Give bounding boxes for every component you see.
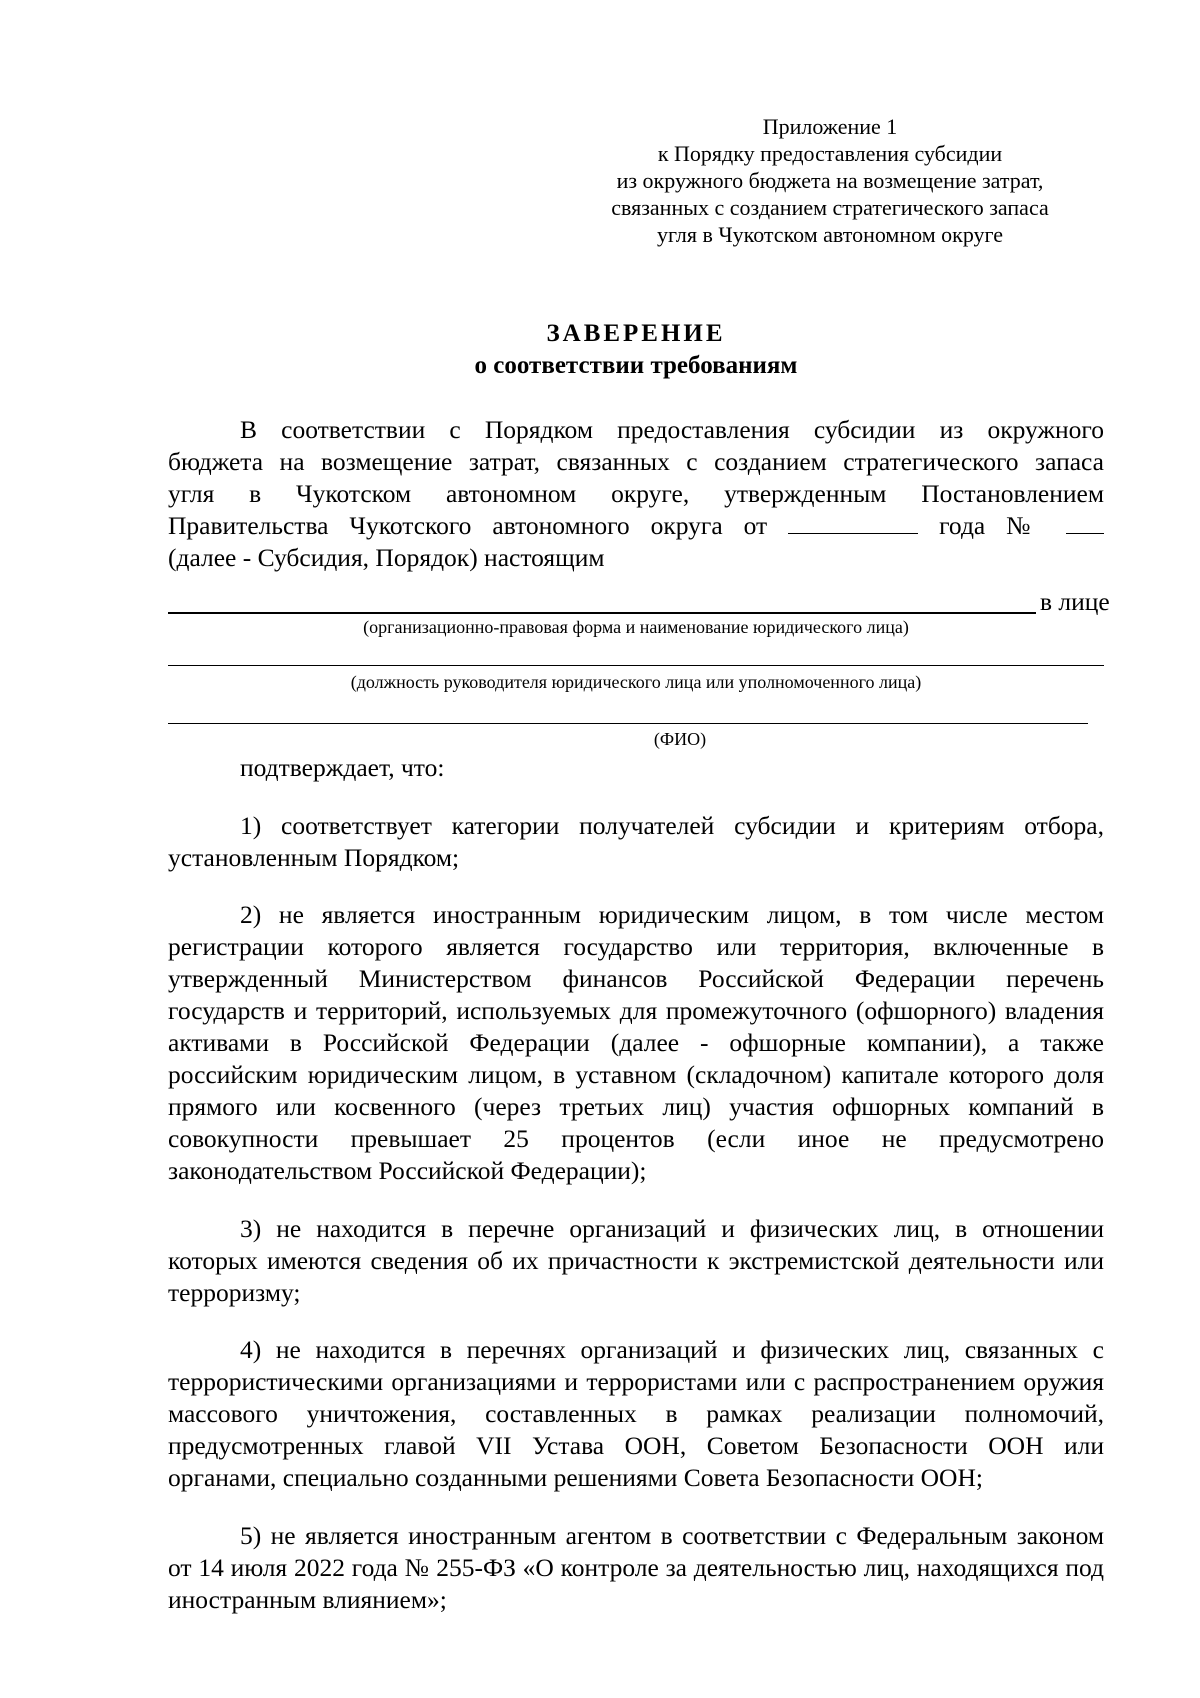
date-blank[interactable] (788, 513, 918, 534)
intro-line-3: угля в Чукотском автономном округе, утвержденным Постановлением (168, 479, 1104, 508)
point-5: 5) не является иностранным агентом в соответствии с Федеральным законом от 14 июля 2022 года № 255-ФЗ «О контроле за деятельностью лиц, находящихся под иностранным влиянием»; (168, 1520, 1104, 1614)
appendix-header (560, 113, 1100, 248)
position-field[interactable] (168, 665, 1104, 666)
in-person-label: в лице (1040, 587, 1110, 616)
position-caption: (должность руководителя юридического лица или уполномоченного лица) (350, 672, 922, 692)
document-title (168, 318, 1104, 382)
intro-line-4 (168, 510, 1104, 542)
fio-field[interactable] (168, 723, 1088, 724)
fio-caption: (ФИО) (653, 729, 707, 749)
intro-line-5: (далее - Субсидия, Порядок) настоящим (168, 543, 605, 572)
intro-paragraph (168, 414, 1104, 574)
appendix-line: к Порядку предоставления субсидии (657, 141, 1003, 166)
intro-line-2: бюджета на возмещение затрат, связанных с созданием стратегического запаса (168, 447, 1104, 476)
title-sub: о соответствии требованиям (474, 352, 798, 379)
appendix-line: Приложение 1 (762, 114, 898, 139)
confirms-label: подтверждает, что: (240, 753, 445, 782)
point-1: 1) соответствует категории получателей субсидии и критериям отбора, установленным Порядком; (168, 810, 1104, 872)
intro-line-4-text: Правительства Чукотского автономного округа от (168, 511, 768, 540)
points-list (168, 784, 1104, 1641)
point-4: 4) не находится в перечнях организаций и физических лиц, связанных с террористическими организациями и террористами или с распространением оружия массового уничтожения, составленных в рамках реализации полномочий, предусмотренных главой VII Устава ООН, Советом Безопасности ООН или органами, специально созданными решениями Совета Безопасности ООН; (168, 1335, 1104, 1492)
number-blank[interactable] (1066, 513, 1104, 534)
org-name-field[interactable] (168, 612, 1036, 614)
appendix-line: связанных с созданием стратегического запаса (611, 195, 1049, 220)
year-number-label: года № (939, 511, 1046, 540)
intro-line-1: В соответствии с Порядком предоставления субсидии из окружного (240, 415, 1104, 444)
point-3: 3) не находится в перечне организаций и физических лиц, в отношении которых имеются сведения об их причастности к экстремистской деятельности или терроризму; (168, 1213, 1104, 1307)
title-main: ЗАВЕРЕНИЕ (546, 320, 726, 347)
point-2: 2) не является иностранным юридическим лицом, в том числе местом регистрации которого является государство или территория, включенные в утвержденный Министерством финансов Российской Федерации перечень государств и территорий, используемых для промежуточного (офшорного) владения активами в Российской Федерации (далее - офшорные компании), а также российским юридическим лицом, в уставном (складочном) капитале которого доля прямого или косвенного (через третьих лиц) участия офшорных компаний в совокупности превышает 25 процентов (если иное не предусмотрено законодательством Российской Федерации); (168, 900, 1104, 1185)
appendix-line: из окружного бюджета на возмещение затрат, (616, 168, 1044, 193)
org-caption: (организационно-правовая форма и наименование юридического лица) (363, 617, 909, 637)
appendix-line: угля в Чукотском автономном округе (656, 222, 1004, 247)
